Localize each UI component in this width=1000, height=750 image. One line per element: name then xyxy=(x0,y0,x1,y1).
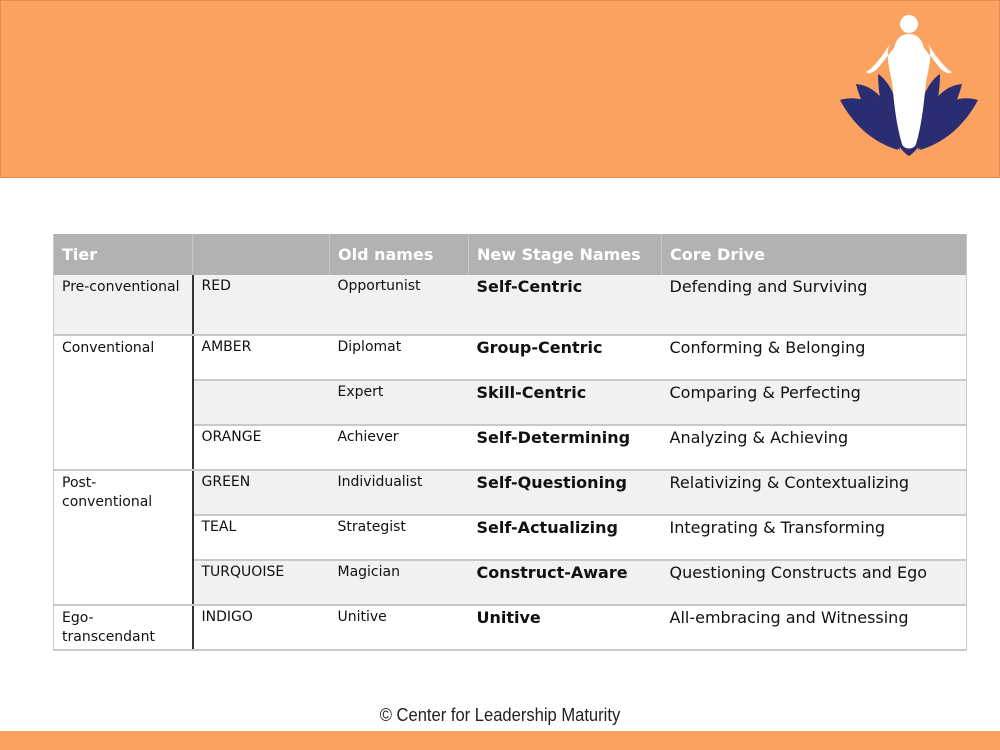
header-new-stage-names: New Stage Names xyxy=(469,234,662,275)
color-cell: TEAL xyxy=(193,515,330,560)
header-core-drive: Core Drive xyxy=(662,234,967,275)
header-old-names: Old names xyxy=(330,234,469,275)
table-row xyxy=(54,275,967,335)
new-name-cell: Self-Actualizing xyxy=(469,515,662,560)
new-name-cell: Self-Questioning xyxy=(469,470,662,515)
old-name-cell: Strategist xyxy=(330,515,469,560)
color-cell: TURQUOISE xyxy=(193,560,330,605)
new-name-cell: Unitive xyxy=(469,605,662,650)
color-cell xyxy=(193,380,330,425)
footer-band xyxy=(0,731,1000,750)
new-name-cell: Skill-Centric xyxy=(469,380,662,425)
table-header-row xyxy=(54,234,967,275)
core-drive-cell: Analyzing & Achieving xyxy=(662,425,967,470)
color-cell: ORANGE xyxy=(193,425,330,470)
old-name-cell: Expert xyxy=(330,380,469,425)
tier-cell: Post-conventional xyxy=(54,470,193,605)
color-cell: GREEN xyxy=(193,470,330,515)
color-cell: RED xyxy=(193,275,330,335)
stage-table xyxy=(53,234,967,651)
old-name-cell: Individualist xyxy=(330,470,469,515)
table-row xyxy=(54,335,967,380)
copyright-footer: © Center for Leadership Maturity xyxy=(379,705,621,725)
color-cell: AMBER xyxy=(193,335,330,380)
core-drive-cell: Relativizing & Contextualizing xyxy=(662,470,967,515)
tier-cell: Pre-conventional xyxy=(54,275,193,335)
new-name-cell: Construct-Aware xyxy=(469,560,662,605)
header-tier: Tier xyxy=(54,234,193,275)
core-drive-cell: Integrating & Transforming xyxy=(662,515,967,560)
core-drive-cell: All-embracing and Witnessing xyxy=(662,605,967,650)
table-row xyxy=(54,470,967,515)
old-name-cell: Unitive xyxy=(330,605,469,650)
core-drive-cell: Conforming & Belonging xyxy=(662,335,967,380)
old-name-cell: Achiever xyxy=(330,425,469,470)
core-drive-cell: Questioning Constructs and Ego xyxy=(662,560,967,605)
old-name-cell: Diplomat xyxy=(330,335,469,380)
new-name-cell: Self-Determining xyxy=(469,425,662,470)
lotus-figure-icon xyxy=(838,12,980,157)
old-name-cell: Opportunist xyxy=(330,275,469,335)
tier-cell: Conventional xyxy=(54,335,193,470)
header-color xyxy=(193,234,330,275)
core-drive-cell: Comparing & Perfecting xyxy=(662,380,967,425)
old-name-cell: Magician xyxy=(330,560,469,605)
color-cell: INDIGO xyxy=(193,605,330,650)
core-drive-cell: Defending and Surviving xyxy=(662,275,967,335)
table-row xyxy=(54,605,967,650)
new-name-cell: Self-Centric xyxy=(469,275,662,335)
new-name-cell: Group-Centric xyxy=(469,335,662,380)
tier-cell: Ego-transcendant xyxy=(54,605,193,650)
